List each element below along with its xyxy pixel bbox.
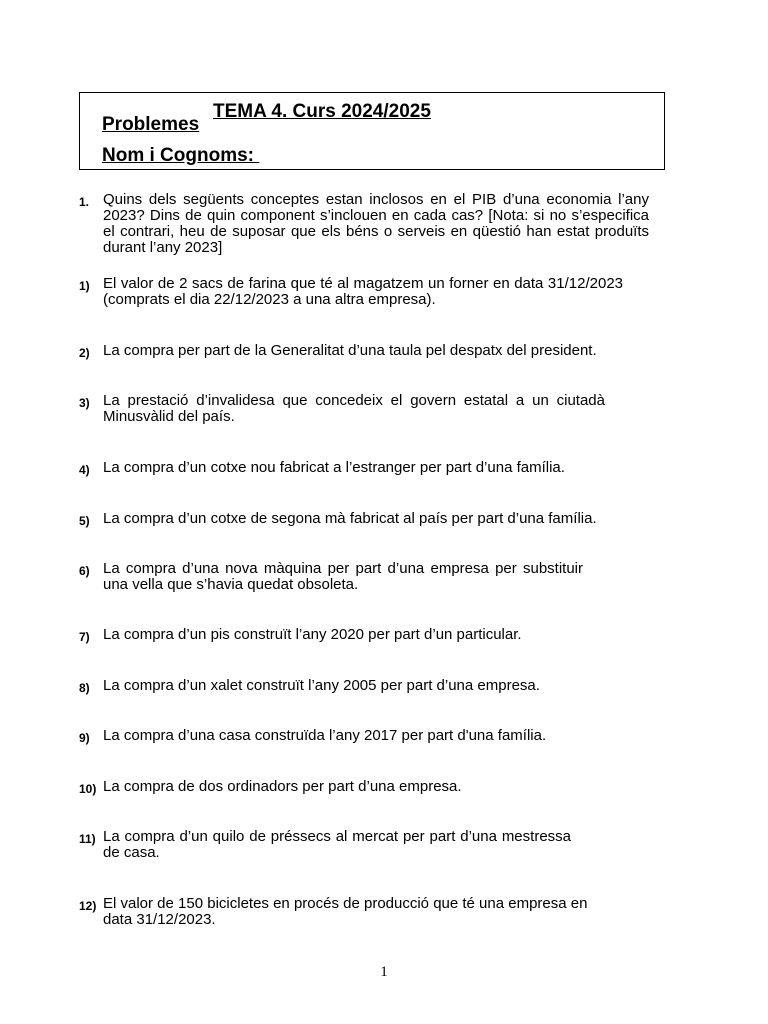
item-text: La compra per part de la Generalitat d’una taula pel despatx del president.	[103, 342, 597, 359]
item-number: 10)	[79, 782, 97, 796]
item-number: 4)	[79, 463, 90, 477]
item-number: 11)	[79, 832, 96, 846]
intro-text: Quins dels següents conceptes estan inclosos en el PIB d’una economia l’any 2023? Dins de quin component s’inclouen en cada cas? [Nota: si no s’especifica el contrari, heu de suposar que els béns o serveis en qüestió han estat produïts durant l’any 2023]	[103, 191, 649, 256]
item-number: 2)	[79, 346, 90, 360]
item-text: La compra d’un quilo de préssecs al mercat per part d’una mestressa de casa.	[103, 828, 571, 861]
item-number: 9)	[79, 731, 90, 745]
item-text: La compra d’una nova màquina per part d’una empresa per substituir una vella que s’havia quedat obsoleta.	[103, 560, 583, 593]
name-field-label: Nom i Cognoms:	[102, 145, 260, 166]
item-number: 3)	[79, 396, 90, 410]
item-number: 1)	[79, 279, 90, 293]
item-text: El valor de 150 bicicletes en procés de producció que té una empresa en data 31/12/2023.	[103, 895, 588, 928]
item-number: 12)	[79, 899, 97, 913]
intro-number: 1.	[79, 195, 90, 209]
item-text: La prestació d’invalidesa que concedeix el govern estatal a un ciutadà Minusvàlid del país.	[103, 392, 605, 425]
item-text: El valor de 2 sacs de farina que té al magatzem un forner en data 31/12/2023 (comprats el dia 22/12/2023 a una altra empresa).	[103, 275, 623, 308]
page-number: 1	[380, 964, 388, 980]
document-subtitle: Problemes	[102, 114, 200, 135]
item-number: 8)	[79, 681, 90, 695]
item-text: La compra d’un cotxe nou fabricat a l’estranger per part d’una família.	[103, 459, 565, 476]
item-text: La compra d’un xalet construït l’any 2005 per part d’una empresa.	[103, 677, 540, 694]
item-text: La compra d’un cotxe de segona mà fabricat al país per part d’una família.	[103, 510, 597, 527]
item-number: 5)	[79, 514, 90, 528]
item-text: La compra d’un pis construït l’any 2020 per part d’un particular.	[103, 626, 522, 643]
document-title: TEMA 4. Curs 2024/2025	[213, 101, 431, 122]
item-text: La compra d’una casa construïda l’any 2017 per part d'una família.	[103, 727, 547, 744]
header-box	[79, 92, 665, 170]
item-number: 7)	[79, 630, 90, 644]
item-number: 6)	[79, 564, 90, 578]
item-text: La compra de dos ordinadors per part d’una empresa.	[103, 778, 462, 795]
